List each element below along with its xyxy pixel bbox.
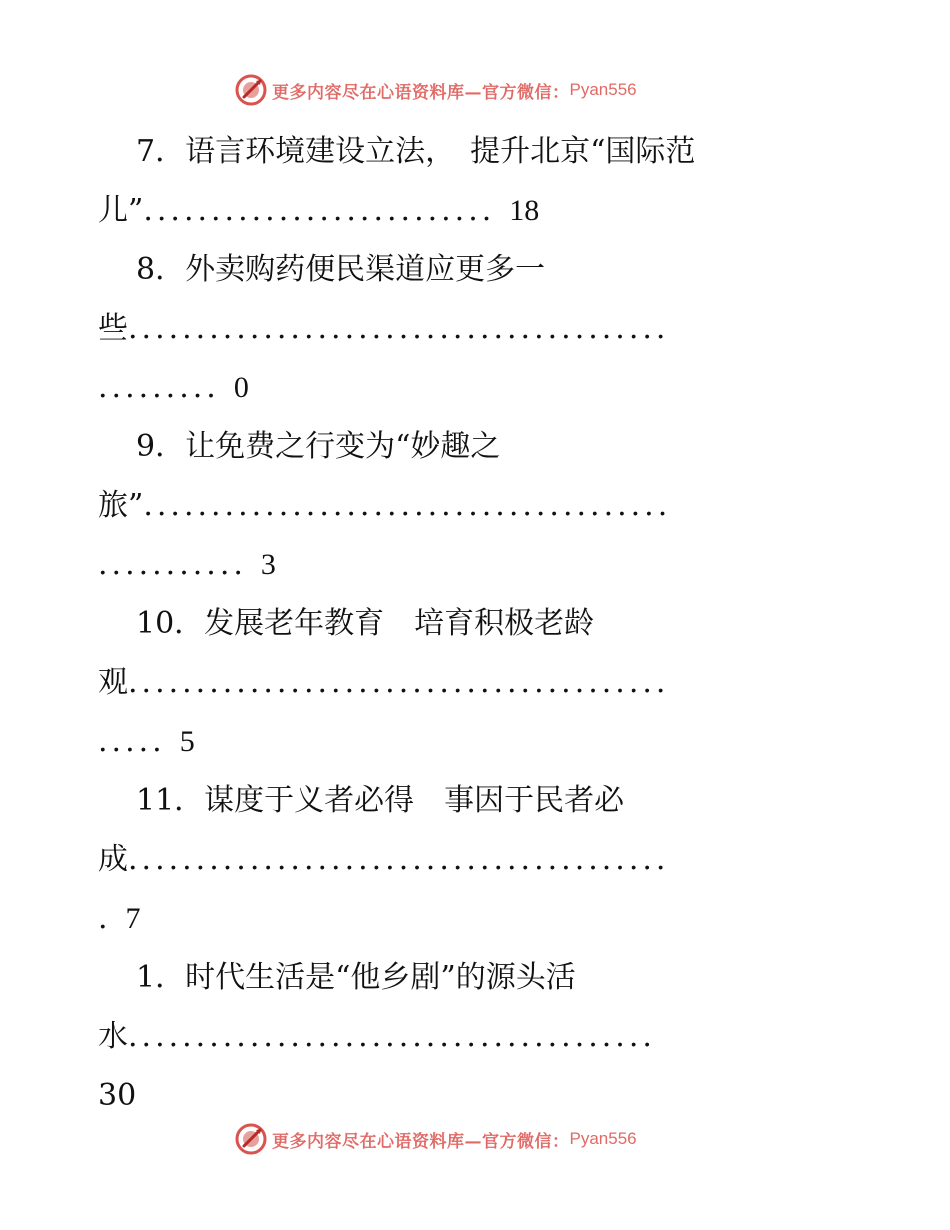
footer-banner-wechat: Pyan556 bbox=[569, 1129, 637, 1148]
brand-logo-icon bbox=[234, 1122, 268, 1156]
brand-logo-icon bbox=[234, 73, 268, 107]
dot-leader: .......................... bbox=[143, 193, 496, 228]
toc-entry-11-title: 11．谋度于义者必得 事因于民者必 bbox=[136, 783, 625, 818]
toc-entry-title-tail: 儿” bbox=[98, 193, 144, 228]
toc-entry-11-continuation bbox=[98, 830, 850, 889]
toc-entry-title-tail: 水 bbox=[98, 1019, 128, 1054]
toc-entry-1-continuation bbox=[98, 1007, 850, 1066]
dot-leader: ........................................ bbox=[128, 665, 670, 700]
toc-entry-7-title: 7．语言环境建设立法， 提升北京“国际范 bbox=[136, 134, 696, 169]
page-number: 0 bbox=[233, 371, 249, 404]
dot-leader: ....................................... bbox=[143, 488, 672, 523]
dot-leader: ........................................ bbox=[128, 842, 670, 877]
page-number: 30 bbox=[98, 1078, 137, 1113]
dot-leader: ........... bbox=[98, 547, 247, 582]
page-number: 18 bbox=[509, 194, 540, 227]
header-banner-text: 更多内容尽在心语资料库—官方微信： bbox=[272, 82, 570, 103]
dot-leader: ........................................ bbox=[128, 311, 670, 346]
toc-entry-title-tail: 旅” bbox=[98, 488, 144, 523]
toc-entry-10-title: 10．发展老年教育 培育积极老龄 bbox=[136, 606, 595, 641]
header-banner-wechat: Pyan556 bbox=[569, 80, 637, 99]
footer-banner bbox=[234, 1122, 637, 1156]
table-of-contents bbox=[98, 122, 850, 1125]
toc-entry-8-title: 8．外卖购药便民渠道应更多一 bbox=[136, 252, 546, 287]
toc-entry-7-continuation bbox=[98, 181, 850, 240]
page-number: 3 bbox=[260, 548, 276, 581]
toc-entry-title-tail: 观 bbox=[98, 665, 128, 700]
dot-leader: . bbox=[98, 901, 112, 936]
toc-entry-title-tail: 成 bbox=[98, 842, 128, 877]
dot-leader: ....................................... bbox=[128, 1019, 656, 1054]
toc-entry-1-title: 1．时代生活是“他乡剧”的源头活 bbox=[136, 960, 576, 995]
dot-leader: ......... bbox=[98, 370, 220, 405]
toc-entry-1-page-line bbox=[98, 1066, 850, 1125]
toc-entry-9-continuation bbox=[98, 476, 850, 535]
toc-entry-9-page-line bbox=[98, 535, 850, 594]
footer-banner-text: 更多内容尽在心语资料库—官方微信： bbox=[272, 1131, 570, 1152]
toc-entry-9-title: 9．让免费之行变为“妙趣之 bbox=[136, 429, 501, 464]
toc-entry-10-page-line bbox=[98, 712, 850, 771]
toc-entry-8-continuation bbox=[98, 299, 850, 358]
dot-leader: ..... bbox=[98, 724, 166, 759]
page-number: 7 bbox=[125, 902, 141, 935]
page-number: 5 bbox=[179, 725, 195, 758]
toc-entry-10-continuation bbox=[98, 653, 850, 712]
header-banner bbox=[234, 73, 637, 107]
toc-entry-title-tail: 些 bbox=[98, 311, 128, 346]
toc-entry-11-page-line bbox=[98, 889, 850, 948]
toc-entry-8-page-line bbox=[98, 358, 850, 417]
